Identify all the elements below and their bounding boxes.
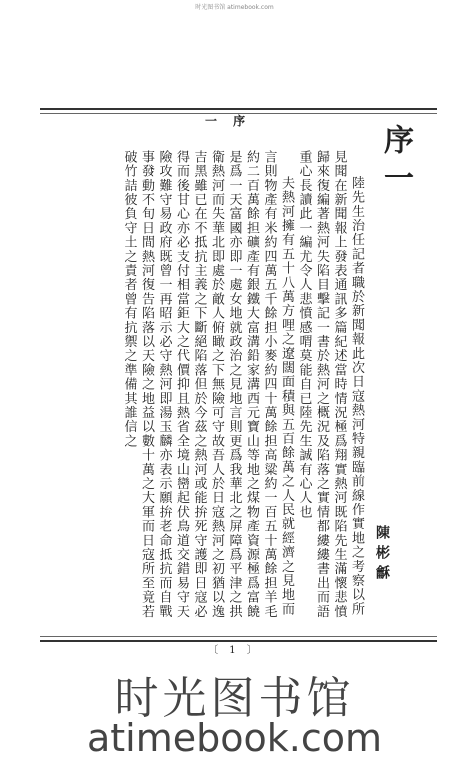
page-title: 序一 (378, 124, 413, 200)
body-text (60, 150, 365, 628)
watermark-url: atimebook.com (86, 716, 382, 760)
running-head: 一 序 (205, 114, 252, 128)
paragraph-2: 夫熱河擁有五十八萬方哩之遼闊面積與五百餘萬之人民就經濟之見地而言則物產有米約四萬五千餘担小麥約四十萬餘担高粱約一百五十萬餘担羊毛約二百萬餘担礦產有銀鐵大富溝鉛家溝西元寶山等地之煤物產資源極爲富饒是爲一天富國亦即一處女地就政治之見地言則更爲我華北之屏障爲平津之拱衛熱河而失華北即處於敵人俯瞰之下無險可守故吾人於日寇熱河之初猶以逸吉黑雖已在不抵抗主義之下斷絕陷落但於今茲之熱河或能拚死守護即日寇必得而後甘心亦必支付相當鉅大之代價抑且熱省全境山巒起伏鳥道交錯易守天險攻難守易政府既曾一再昭示必守熱河即湯玉麟亦表示願拚老命抵抗而自戰事發動不旬日間熱河復告陷落以天險之地益以數十萬之大軍而日寇所至竟若破竹詰彼負守土之責者曾有抗禦之準備其誰信之 (121, 150, 294, 619)
paragraph-1: 陸先生治任記者職於新聞報此次日寇熱河特親臨前線作實地之考察以所見聞在新聞報上發表通訊多篇紀述當時情況極爲翔實熱河既陷先生滿懷悲憤歸來復編著熱河失陷目擊記一書於熱河之概況及陷落之實情都縷縷書出而語重心長讀此一編尤令人悲憤感喟莫能自已陸先生誠有心人也 (296, 150, 364, 619)
watermark-chinese: 时光图书馆 (114, 673, 355, 724)
title-box (366, 124, 424, 200)
page-number: 〔 1 〕 (208, 645, 261, 656)
header-url: 时光图书馆 atimebook.com (195, 4, 274, 11)
bottom-rule (40, 636, 437, 637)
author-signature: 陳彬龢 (374, 525, 390, 585)
